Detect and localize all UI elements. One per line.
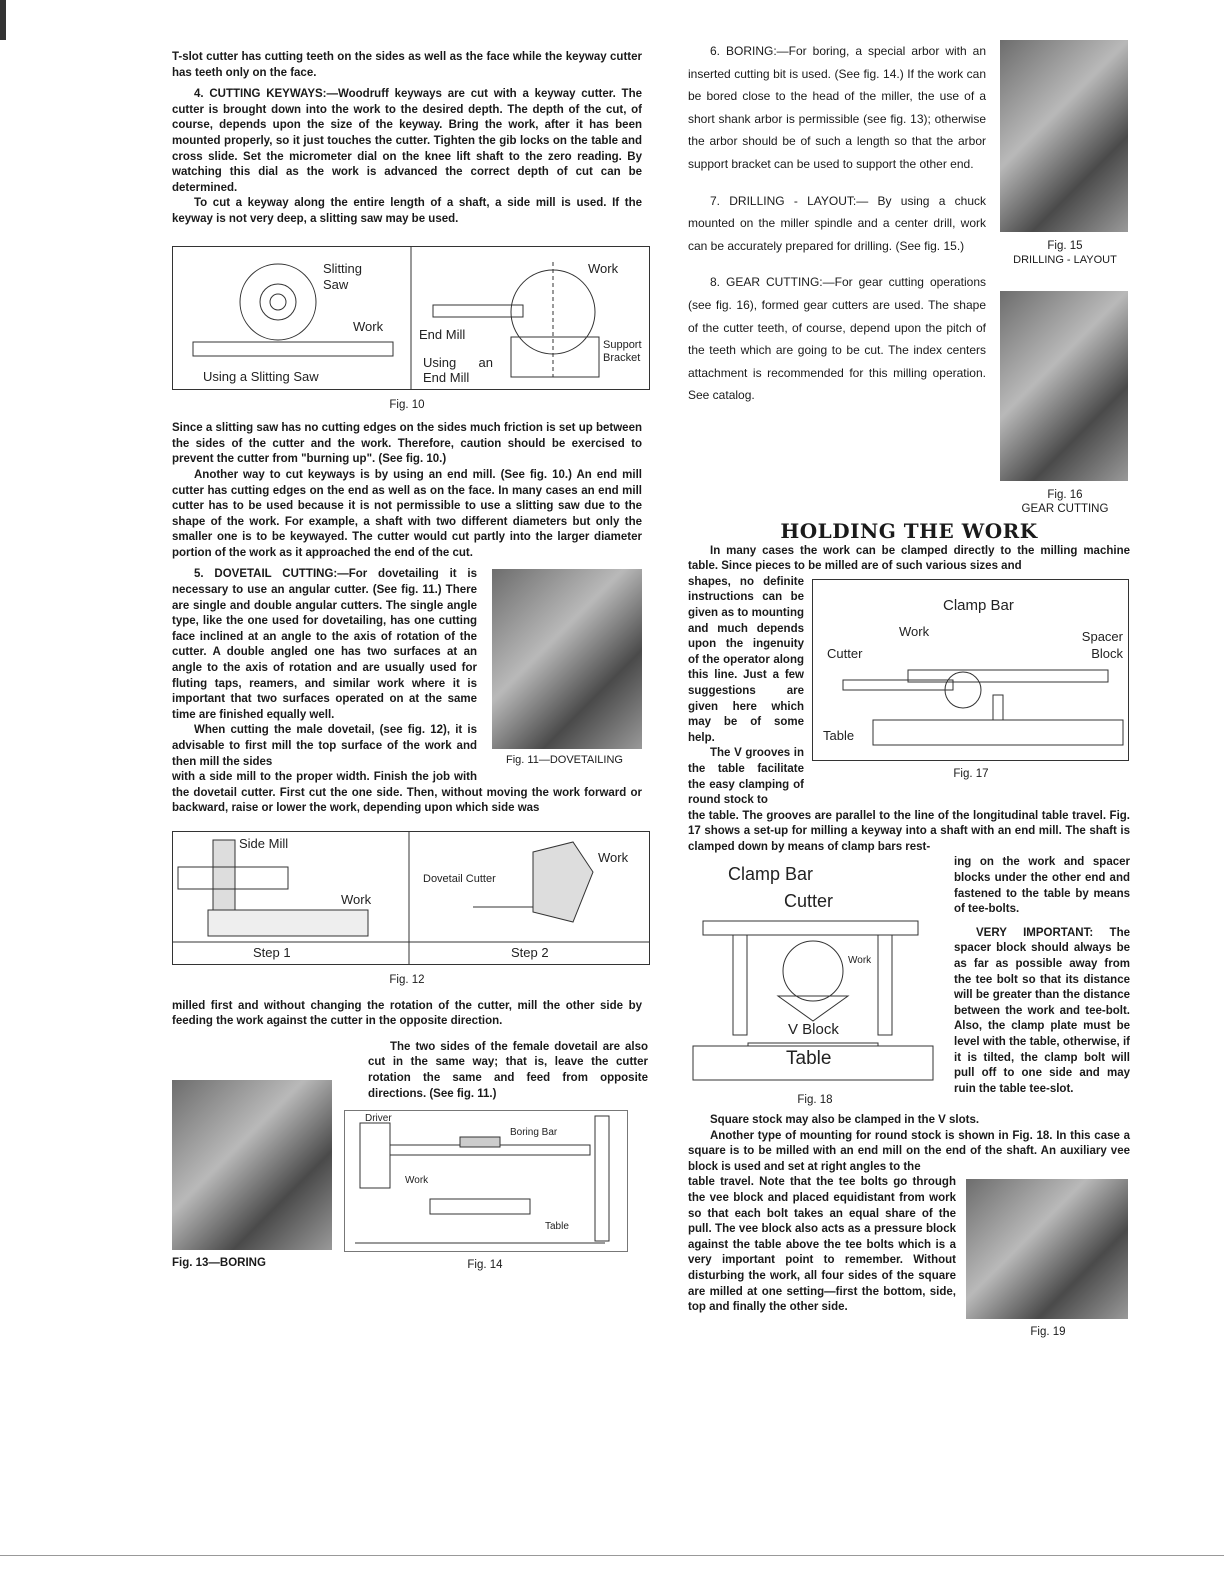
- paragraph: In many cases the work can be clamped directly to the milling machine table. Since pieces to be milled are of such various sizes and: [688, 544, 1130, 573]
- fig19-photo: [966, 1179, 1128, 1319]
- work-label: Work: [899, 623, 930, 639]
- paragraph-drilling-layout: 7. DRILLING - LAYOUT:— By using a chuck mounted on the miller spindle and a center drill, work can be accurately prepared for drilling. (See fig. 15.): [688, 193, 986, 253]
- end-mill-label: End Mill: [419, 326, 466, 342]
- driver-label: Driver: [365, 1113, 392, 1125]
- step-1-label: Step 1: [253, 944, 291, 960]
- figure-17: [812, 579, 1129, 761]
- paragraph-dovetail-cutting: 5. DOVETAIL CUTTING:—For dovetailing it is necessary to use an angular cutter. (See fig. 11.) There are single and double angular cutters. The single angle type, like the one used for dovetailing, has one cutting face inclined at an angle to the axis of rotation of the cutter. A double angled one has two surfaces at an angle to the axis of rotation and are usually used for fluting taps, reamers, and similar work where it is important that two surfaces operated on at the same time are finished equally well.: [172, 568, 477, 721]
- paragraph: Another way to cut keyways is by using an end mill. (See fig. 10.) An end mill cutter has cutting edges on the end as well as on the face. In many cases an end mill cutter has to be used because it is not permissible to use a slitting saw due to the shape of the work. For example, a shaft with two different diameters but only the smaller one is to be keywayed. The cutter would cut partly into the larger diameter portion of the work as it approached the end of the cut.: [172, 468, 642, 559]
- paragraph: When cutting the male dovetail, (see fig. 12), it is advisable to first mill the top surface of the work and then mill the sides: [172, 724, 477, 768]
- clamp-bar-label: Clamp Bar: [943, 596, 1014, 614]
- fig10-drawing: [173, 247, 649, 389]
- side-mill-label: Side Mill: [239, 835, 289, 851]
- fig17-block: [812, 579, 1130, 783]
- fig13-block: [172, 1040, 332, 1274]
- fig14-block: [344, 1040, 648, 1274]
- table-label: Table: [786, 1048, 832, 1070]
- cutter-label: Cutter: [827, 645, 863, 661]
- fig14-drawing: [345, 1111, 627, 1251]
- v-block-label: V Block: [788, 1021, 839, 1039]
- paragraph-cutting-keyways: 4. CUTTING KEYWAYS:—Woodruff keyways are cut with a keyway cutter. The cutter is brought down into the work to the desired depth. The depth of the cut, of course, depends upon the size of the keyway. Bring the work, after it has been mounted properly, so it just touches the cutter. Tighten the gib locks on the table and cross slide. Set the micrometer dial on the knee lift shaft to the zero reading. By watching this dial as the work is advanced the correct depth of cut can be determined.: [172, 88, 642, 194]
- right-top-row: [688, 40, 1130, 516]
- right-column: [688, 40, 1130, 1345]
- fig19-caption: Fig. 19: [1030, 1326, 1066, 1339]
- boring-bar-label: Boring Bar: [510, 1127, 558, 1139]
- figure-18: [688, 861, 940, 1089]
- fig15-caption: Fig. 15: [1047, 240, 1083, 252]
- paragraph: To cut a keyway along the entire length of a shaft, a side mill is used. If the keyway is not very deep, a slitting saw may be used.: [172, 197, 642, 225]
- fig18-caption: Fig. 18: [797, 1094, 833, 1107]
- paragraph: The two sides of the female dovetail are also cut in the same way; that is, leave the cutter rotation the same and feed from opposite directions. (See fig. 11.): [368, 1040, 648, 1100]
- paragraph: ing on the work and spacer blocks under the other end and fastened to the table by means of tee-bolts.: [954, 856, 1130, 916]
- fig15-subcaption: DRILLING - LAYOUT: [1013, 254, 1117, 266]
- paragraph: T-slot cutter has cutting teeth on the sides as well as the face while the keyway cutter has teeth only on the face.: [172, 51, 642, 79]
- fig17-caption: Fig. 17: [953, 767, 989, 780]
- paragraph: table travel. Note that the tee bolts go through the vee block and placed equidistant from work so that each bolt takes an equal share of the pull. The vee block also acts as a pressure block against the table above the tee bolts which is a very important point to remember. Without disturbing the work, all four sides of the square are milled at one setting—first the bottom, side, top and finally the other side.: [688, 1176, 956, 1314]
- paragraph-gear-cutting: 8. GEAR CUTTING:—For gear cutting operations (see fig. 16), formed gear cutters are used. The shape of the cutter teeth, of course, depend upon the pitch of the teeth which are going to be cut. The index centers attachment is recommended for this milling operation. See catalog.: [688, 275, 986, 403]
- figure-10: [172, 246, 650, 390]
- bottom-figures-row: [172, 1040, 648, 1274]
- fig15-photo: [1000, 40, 1128, 232]
- right-photos: [1000, 40, 1130, 516]
- using-slitting-saw-label: Using a Slitting Saw: [203, 368, 319, 384]
- scan-bottom-edge: [0, 1555, 1224, 1556]
- fig16-photo: [1000, 291, 1128, 481]
- paragraph: milled first and without changing the rotation of the cutter, mill the other side by feeding the work against the cutter in the opposite direction.: [172, 999, 642, 1028]
- fig19-block: [966, 1179, 1130, 1341]
- spacer-block-label: Spacer Block: [1081, 628, 1123, 661]
- clamp-bar-label: Clamp Bar: [728, 864, 814, 885]
- fig11-caption: Fig. 11—DOVETAILING: [506, 754, 623, 767]
- paragraph: Since a slitting saw has no cutting edges on the sides much friction is set up between the sides of the cutter and the work. Therefore, caution should be exercised to prevent the cutter from "burning up". (See fig. 10.): [172, 422, 642, 466]
- dovetail-cutter-label: Dovetail Cutter: [423, 872, 496, 885]
- paragraph: shapes, no definite instructions can be given as to mounting and much depends upon the ingenuity of the operator along this line. Just a few suggestions are given here which may be of some help.: [688, 575, 804, 744]
- using-end-mill-label: Using an End Mill: [423, 354, 493, 385]
- paragraph: Square stock may also be clamped in the V slots.: [710, 1114, 980, 1127]
- paragraph: Another type of mounting for round stock is shown in Fig. 18. In this case a square is to be milled with an end mill on the end of the shaft. An auxiliary vee block is used and set at right angles to the: [688, 1129, 1130, 1173]
- fig13-caption: Fig. 13—BORING: [172, 1256, 266, 1269]
- work-label: Work: [848, 955, 872, 967]
- fig16-subcaption: GEAR CUTTING: [1021, 503, 1109, 515]
- paragraph-boring: 6. BORING:—For boring, a special arbor with an inserted cutting bit is used. (See fig. 14.) If the work can be bored close to the head of the miller, the use of a short shank arbor is permissible (see fig. 13); otherwise the arbor should be of such a length so that the arbor support bracket can be used to support the other end.: [688, 44, 986, 171]
- section-heading: HOLDING THE WORK: [780, 519, 1038, 543]
- work-label: Work: [353, 318, 384, 334]
- fig16-caption: Fig. 16: [1047, 489, 1083, 501]
- paragraph: the table. The grooves are parallel to the line of the longitudinal table travel. Fig. 17 shows a set-up for milling a keyway into a shaft with an end mill. The shaft is clamped down by means of clamp bars rest-: [688, 809, 1130, 853]
- support-bracket-label: Support Bracket: [603, 338, 642, 364]
- cutter-label: Cutter: [784, 891, 834, 912]
- table-label: Table: [823, 727, 855, 743]
- fig18-block: [688, 861, 942, 1109]
- work-label: Work: [588, 260, 619, 276]
- step-2-label: Step 2: [511, 944, 549, 960]
- fig11-photo: [492, 569, 642, 749]
- left-column: [172, 50, 648, 1274]
- fig12-caption: Fig. 12: [389, 973, 425, 986]
- fig13-photo: [172, 1080, 332, 1250]
- work-label: Work: [341, 891, 372, 907]
- figure-14: [344, 1110, 628, 1252]
- fig10-caption: Fig. 10: [389, 398, 425, 411]
- scan-edge: [0, 0, 6, 40]
- paragraph: with a side mill to the proper width. Finish the job with the dovetail cutter. First cut the one side. Then, without moving the work forward or backward, raise or lower the work, depending upon which side was: [172, 771, 642, 815]
- paragraph-very-important: VERY IMPORTANT: The spacer block should always be as far as possible away from the tee bolt so that its distance will be greater than the distance between the work and tee-bolt. Also, the clamp plate must be level with the table, otherwise, if it is tilted, the clamp bolt will pull off to one side and may ruin the table tee-slot.: [954, 926, 1130, 1095]
- work-label: Work: [598, 849, 629, 865]
- paragraph: The V grooves in the table facilitate the easy clamping of round stock to: [688, 747, 804, 807]
- fig12-drawing: [173, 832, 649, 964]
- slitting-saw-label: Slitting Saw: [323, 260, 363, 292]
- fig14-caption: Fig. 14: [467, 1259, 503, 1272]
- figure-12: [172, 831, 650, 965]
- fig11-block: [487, 569, 642, 769]
- right-column-top-text: [688, 40, 986, 516]
- work-label: Work: [405, 1175, 429, 1187]
- table-label: Table: [545, 1221, 569, 1233]
